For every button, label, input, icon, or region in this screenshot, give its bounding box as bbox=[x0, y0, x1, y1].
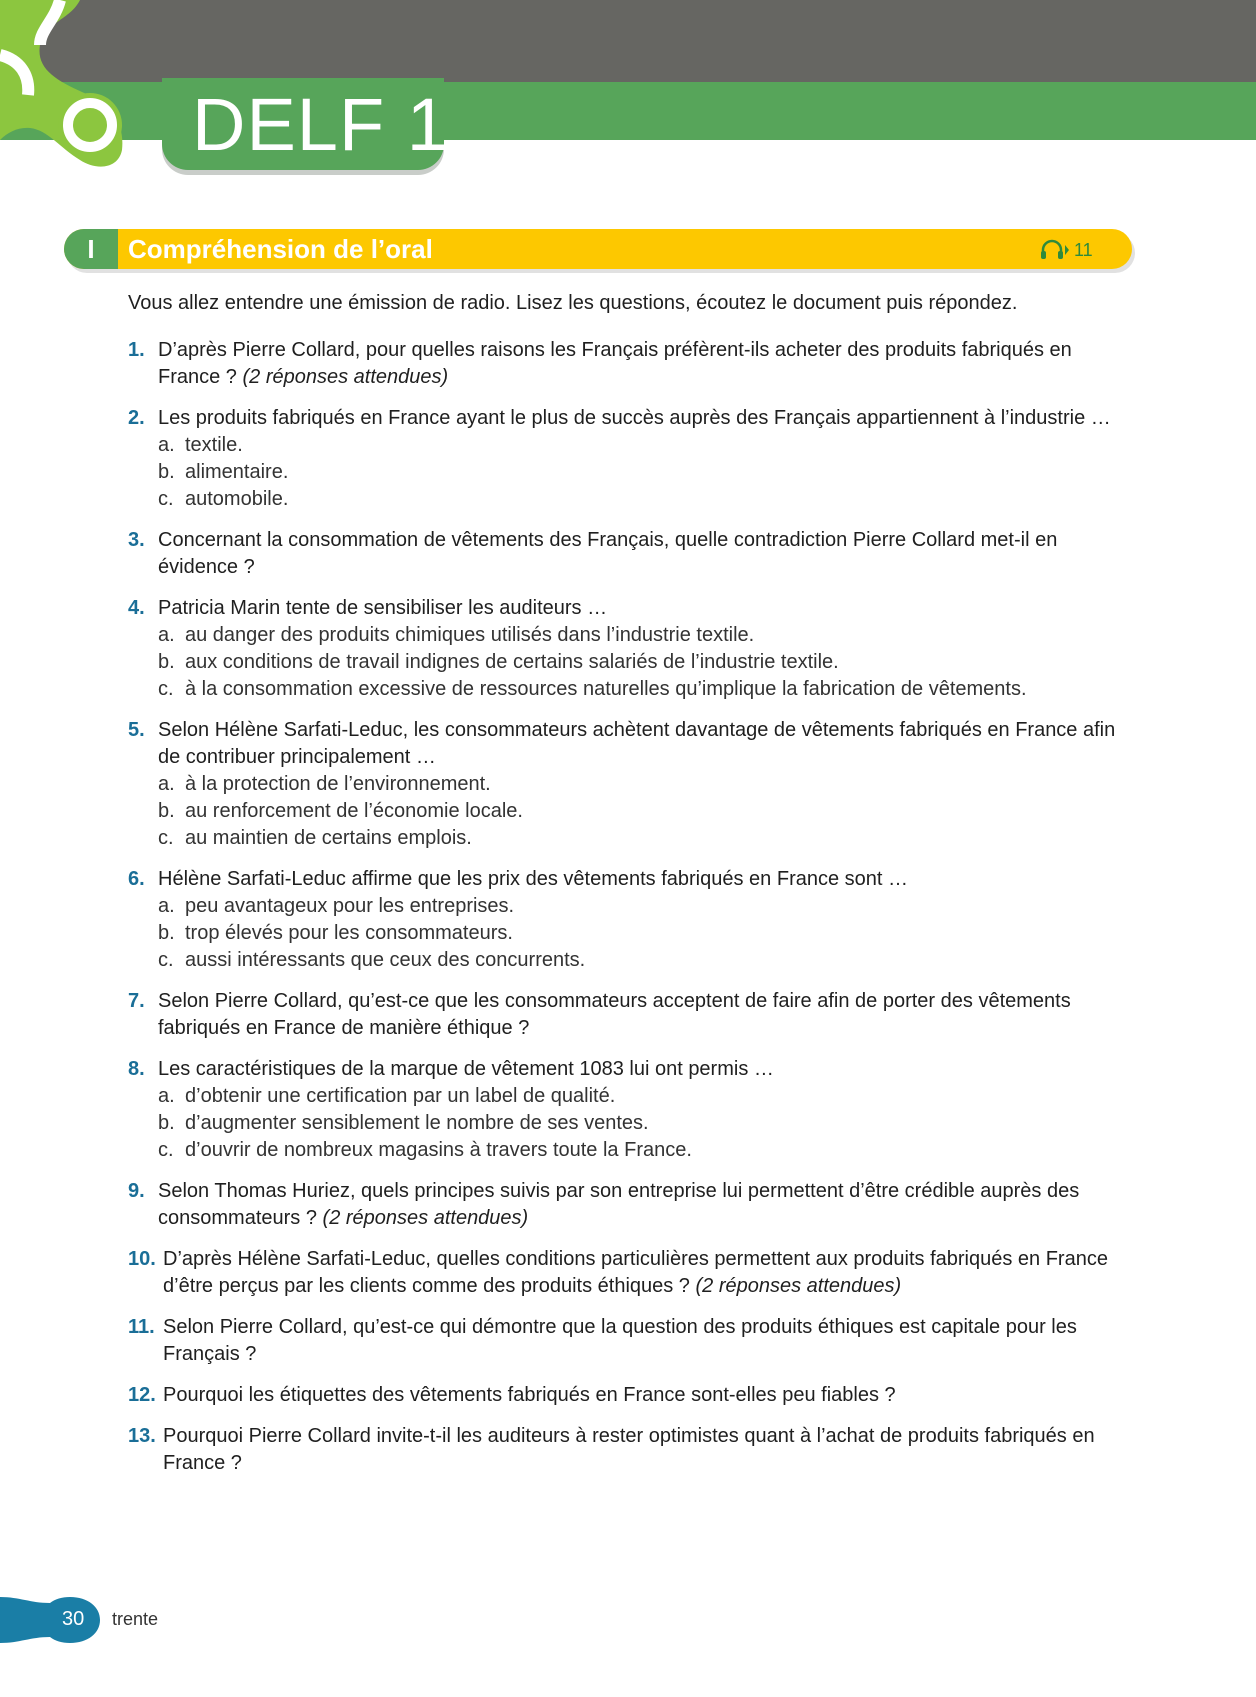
option-letter: b. bbox=[158, 800, 175, 822]
option-text: peu avantageux pour les entreprises. bbox=[185, 895, 515, 917]
question-number: 11. bbox=[128, 1316, 155, 1338]
question-text bbox=[158, 595, 1118, 622]
question-number: 9. bbox=[128, 1180, 145, 1202]
answer-option bbox=[158, 1083, 1118, 1110]
answer-option bbox=[158, 432, 1118, 459]
question-item bbox=[128, 866, 1118, 974]
question-body bbox=[158, 405, 1118, 513]
audio-track-indicator bbox=[1040, 238, 1093, 262]
question-text-main: Les produits fabriqués en France ayant le plus de succès auprès des Français appartiennent à l’industrie … bbox=[158, 407, 1111, 429]
question-item bbox=[128, 1056, 1118, 1164]
section-title: Compréhension de l’oral bbox=[128, 234, 433, 264]
question-body bbox=[158, 337, 1118, 391]
option-text: trop élevés pour les consommateurs. bbox=[185, 922, 513, 944]
instructions: Vous allez entendre une émission de radio. Lisez les questions, écoutez le document puis répondez. bbox=[128, 292, 1018, 314]
page-number-word: trente bbox=[112, 1609, 159, 1629]
question-text bbox=[158, 717, 1118, 771]
answer-option bbox=[158, 622, 1118, 649]
question-number: 7. bbox=[128, 990, 145, 1012]
question-text-main: Les caractéristiques de la marque de vêtement 1083 lui ont permis … bbox=[158, 1058, 774, 1080]
option-letter: b. bbox=[158, 922, 175, 944]
option-text: à la protection de l’environnement. bbox=[185, 773, 491, 795]
option-text: aussi intéressants que ceux des concurrents. bbox=[185, 949, 586, 971]
answer-option bbox=[158, 459, 1118, 486]
question-text bbox=[158, 337, 1118, 391]
question-item bbox=[128, 595, 1118, 703]
section-number: I bbox=[64, 229, 118, 269]
question-body bbox=[158, 1056, 1118, 1164]
question-number: 4. bbox=[128, 597, 145, 619]
question-number: 10. bbox=[128, 1248, 156, 1270]
question-text-main: Patricia Marin tente de sensibiliser les auditeurs … bbox=[158, 597, 608, 619]
question-item bbox=[128, 1178, 1118, 1232]
question-number: 2. bbox=[128, 407, 145, 429]
question-text bbox=[158, 988, 1118, 1042]
question-text-main: Selon Hélène Sarfati-Leduc, les consommateurs achètent davantage de vêtements fabriqués en France afin de contribuer principalement … bbox=[158, 719, 1116, 768]
option-text: au maintien de certains emplois. bbox=[185, 827, 472, 849]
option-letter: c. bbox=[158, 488, 174, 510]
question-number: 5. bbox=[128, 719, 145, 741]
option-letter: c. bbox=[158, 1139, 174, 1161]
track-number: 11 bbox=[1074, 239, 1093, 260]
page-number-badge bbox=[0, 1597, 100, 1643]
question-item bbox=[128, 527, 1118, 581]
question-text-main: D’après Hélène Sarfati-Leduc, quelles conditions particulières permettent aux produits fabriqués en France d’être perçus par les clients comme des produits éthiques ? bbox=[163, 1248, 1108, 1297]
question-body bbox=[158, 1178, 1118, 1232]
answer-option bbox=[158, 947, 1118, 974]
question-number: 6. bbox=[128, 868, 145, 890]
question-text-main: D’après Pierre Collard, pour quelles raisons les Français préfèrent-ils acheter des produits fabriqués en France ? bbox=[158, 339, 1072, 388]
option-text: d’augmenter sensiblement le nombre de ses ventes. bbox=[185, 1112, 649, 1134]
answer-option bbox=[158, 1137, 1118, 1164]
question-text bbox=[158, 527, 1118, 581]
question-text-main: Pourquoi les étiquettes des vêtements fabriqués en France sont-elles peu fiables ? bbox=[163, 1384, 896, 1406]
question-item bbox=[128, 1423, 1118, 1477]
question-item bbox=[128, 1246, 1118, 1300]
question-text bbox=[163, 1423, 1118, 1477]
question-text-main: Selon Thomas Huriez, quels principes suivis par son entreprise lui permettent d’être crédible auprès des consommateurs ? bbox=[158, 1180, 1080, 1229]
answer-option bbox=[158, 920, 1118, 947]
option-letter: b. bbox=[158, 651, 175, 673]
option-letter: a. bbox=[158, 773, 175, 795]
option-text: textile. bbox=[185, 434, 243, 456]
question-body bbox=[158, 527, 1118, 581]
option-letter: a. bbox=[158, 1085, 175, 1107]
header-band-gray bbox=[0, 0, 1256, 82]
question-text bbox=[163, 1382, 1118, 1409]
option-letter: b. bbox=[158, 461, 175, 483]
question-number: 1. bbox=[128, 339, 145, 361]
question-item bbox=[128, 988, 1118, 1042]
page-number: 30 bbox=[62, 1608, 85, 1630]
headphones-icon bbox=[1040, 239, 1070, 261]
question-item bbox=[128, 337, 1118, 391]
question-item bbox=[128, 1382, 1118, 1409]
question-text-main: Hélène Sarfati-Leduc affirme que les prix des vêtements fabriqués en France sont … bbox=[158, 868, 909, 890]
question-body bbox=[158, 866, 1118, 974]
question-text bbox=[163, 1246, 1118, 1300]
question-number: 3. bbox=[128, 529, 145, 551]
answer-option bbox=[158, 798, 1118, 825]
answer-option bbox=[158, 893, 1118, 920]
option-text: au danger des produits chimiques utilisés dans l’industrie textile. bbox=[185, 624, 755, 646]
option-letter: a. bbox=[158, 624, 175, 646]
question-body bbox=[163, 1314, 1118, 1368]
question-text bbox=[158, 1178, 1118, 1232]
question-list bbox=[128, 337, 1118, 1477]
question-text bbox=[158, 1056, 1118, 1083]
answer-option bbox=[158, 1110, 1118, 1137]
question-item bbox=[128, 717, 1118, 852]
question-text-main: Selon Pierre Collard, qu’est-ce qui démontre que la question des produits éthiques est capitale pour les Français ? bbox=[163, 1316, 1077, 1365]
question-body bbox=[158, 717, 1118, 852]
question-body bbox=[158, 595, 1118, 703]
question-number: 12. bbox=[128, 1384, 156, 1406]
question-text-main: Concernant la consommation de vêtements des Français, quelle contradiction Pierre Collard met-il en évidence ? bbox=[158, 529, 1058, 578]
question-item bbox=[128, 405, 1118, 513]
option-text: d’obtenir une certification par un label de qualité. bbox=[185, 1085, 616, 1107]
question-number: 13. bbox=[128, 1425, 156, 1447]
question-body bbox=[163, 1246, 1118, 1300]
option-letter: b. bbox=[158, 1112, 175, 1134]
question-item bbox=[128, 1314, 1118, 1368]
option-letter: c. bbox=[158, 949, 174, 971]
answer-option bbox=[158, 486, 1118, 513]
option-letter: a. bbox=[158, 895, 175, 917]
question-text bbox=[158, 405, 1118, 432]
molecule-decoration bbox=[0, 0, 150, 170]
option-text: au renforcement de l’économie locale. bbox=[185, 800, 523, 822]
question-number: 8. bbox=[128, 1058, 145, 1080]
answer-option bbox=[158, 649, 1118, 676]
answer-option bbox=[158, 825, 1118, 852]
option-letter: c. bbox=[158, 827, 174, 849]
question-text bbox=[163, 1314, 1118, 1368]
question-body bbox=[158, 988, 1118, 1042]
question-text-main: Pourquoi Pierre Collard invite-t-il les auditeurs à rester optimistes quant à l’achat de produits fabriqués en France ? bbox=[163, 1425, 1095, 1474]
question-body bbox=[163, 1423, 1118, 1477]
option-text: à la consommation excessive de ressources naturelles qu’implique la fabrication de vêtements. bbox=[185, 678, 1027, 700]
page-title: DELF 1 bbox=[192, 83, 449, 166]
question-text bbox=[158, 866, 1118, 893]
answer-option bbox=[158, 676, 1118, 703]
question-note: (2 réponses attendues) bbox=[242, 366, 449, 388]
answer-option bbox=[158, 771, 1118, 798]
option-letter: c. bbox=[158, 678, 174, 700]
option-letter: a. bbox=[158, 434, 175, 456]
question-note: (2 réponses attendues) bbox=[322, 1207, 529, 1229]
question-note: (2 réponses attendues) bbox=[695, 1275, 902, 1297]
option-text: d’ouvrir de nombreux magasins à travers toute la France. bbox=[185, 1139, 692, 1161]
exercise-content bbox=[128, 290, 1118, 1491]
option-text: automobile. bbox=[185, 488, 289, 510]
option-text: alimentaire. bbox=[185, 461, 289, 483]
question-text-main: Selon Pierre Collard, qu’est-ce que les consommateurs acceptent de faire afin de porter des vêtements fabriqués en France de manière éthique ? bbox=[158, 990, 1071, 1039]
option-text: aux conditions de travail indignes de certains salariés de l’industrie textile. bbox=[185, 651, 839, 673]
question-body bbox=[163, 1382, 1118, 1409]
